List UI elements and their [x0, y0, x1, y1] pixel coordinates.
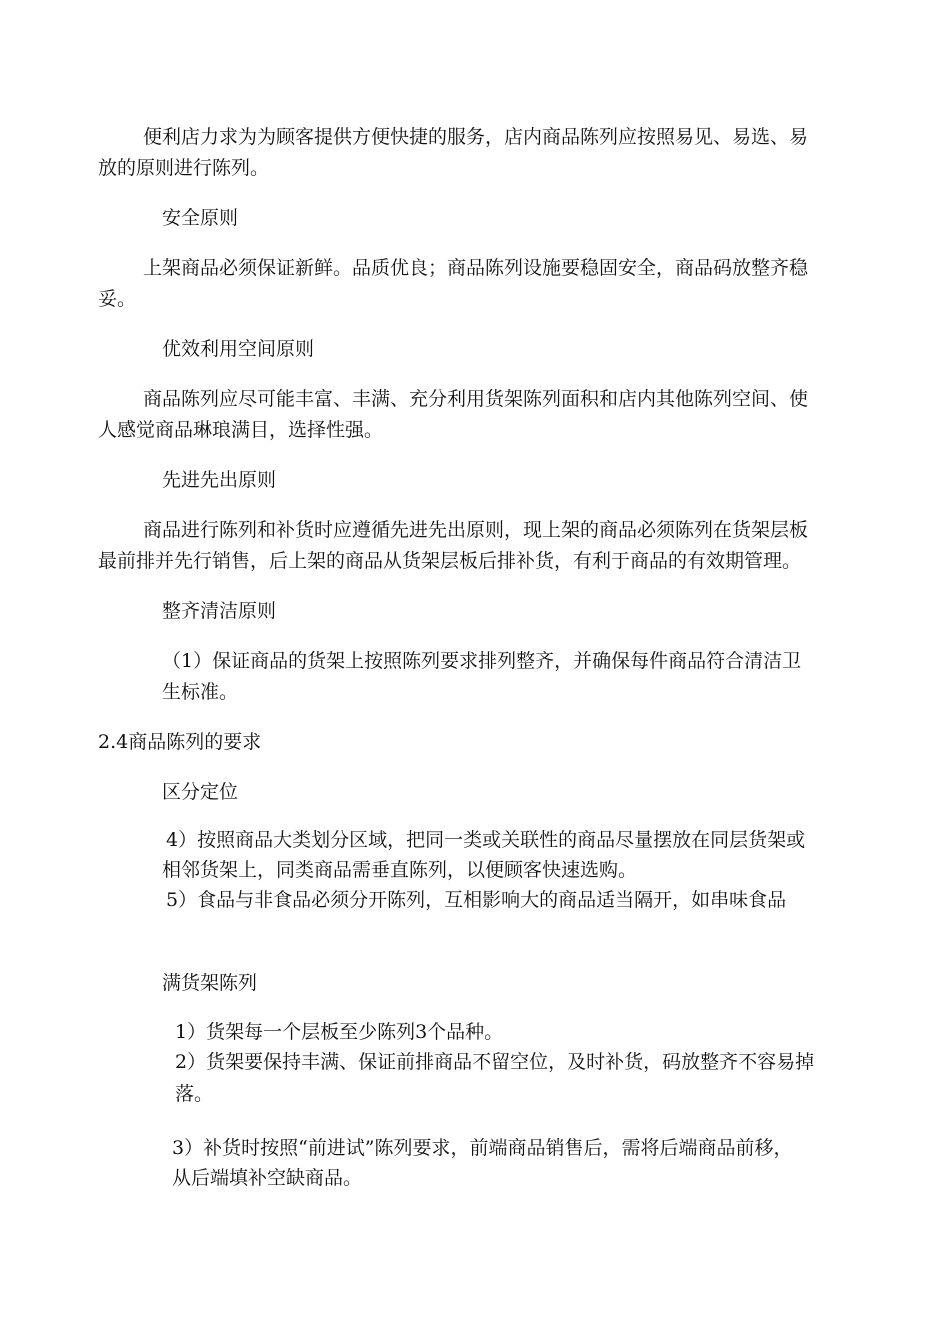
heading-full-shelf: 满货架陈列	[162, 972, 258, 994]
paragraph-clean-line-1: （1）保证商品的货架上按照陈列要求排列整齐，并确保每件商品符合清洁卫	[162, 650, 802, 672]
heading-clean-principle: 整齐清洁原则	[162, 600, 277, 622]
paragraph-safety-line-1: 上架商品必须保证新鲜。品质优良；商品陈列设施要稳固安全，商品码放整齐稳	[143, 257, 809, 279]
list-item-3-line-2: 从后端填补空缺商品。	[172, 1167, 363, 1189]
list-item-3-line-1: 3）补货时按照“前进试”陈列要求，前端商品销售后，需将后端商品前移，	[172, 1137, 793, 1159]
paragraph-safety-line-2: 妥。	[98, 288, 137, 310]
list-item-4-line-2: 相邻货架上，同类商品需垂直陈列，以便顾客快速选购。	[162, 859, 638, 881]
heading-space-principle: 优效利用空间原则	[162, 338, 315, 360]
paragraph-intro-line-2: 放的原则进行陈列。	[98, 157, 270, 179]
paragraph-fifo-line-1: 商品进行陈列和补货时应遵循先进先出原则，现上架的商品必须陈列在货架层板	[143, 519, 809, 541]
paragraph-clean-line-2: 生标准。	[162, 681, 239, 703]
list-item-2-line-1: 2）货架要保持丰满、保证前排商品不留空位，及时补货，码放整齐不容易掉	[175, 1051, 815, 1073]
heading-zoning: 区分定位	[162, 781, 239, 803]
heading-safety-principle: 安全原则	[162, 207, 239, 229]
list-item-5: 5）食品与非食品必须分开陈列，互相影响大的商品适当隔开，如串味食品	[166, 889, 787, 911]
paragraph-space-line-2: 人感觉商品琳琅满目，选择性强。	[98, 419, 384, 441]
list-item-2-line-2: 落。	[175, 1083, 214, 1105]
list-item-4-line-1: 4）按照商品大类划分区域，把同一类或关联性的商品尽量摆放在同层货架或	[166, 829, 806, 851]
paragraph-space-line-1: 商品陈列应尽可能丰富、丰满、充分利用货架陈列面积和店内其他陈列空间、使	[143, 388, 809, 410]
paragraph-intro-line-1: 便利店力求为为顾客提供方便快捷的服务，店内商品陈列应按照易见、易选、易	[143, 126, 809, 148]
section-heading-2-4: 2.4商品陈列的要求	[98, 731, 262, 753]
list-item-1: 1）货架每一个层板至少陈列3个品种。	[175, 1021, 504, 1043]
paragraph-fifo-line-2: 最前排并先行销售，后上架的商品从货架层板后排补货，有利于商品的有效期管理。	[98, 550, 802, 572]
heading-fifo-principle: 先进先出原则	[162, 469, 277, 491]
